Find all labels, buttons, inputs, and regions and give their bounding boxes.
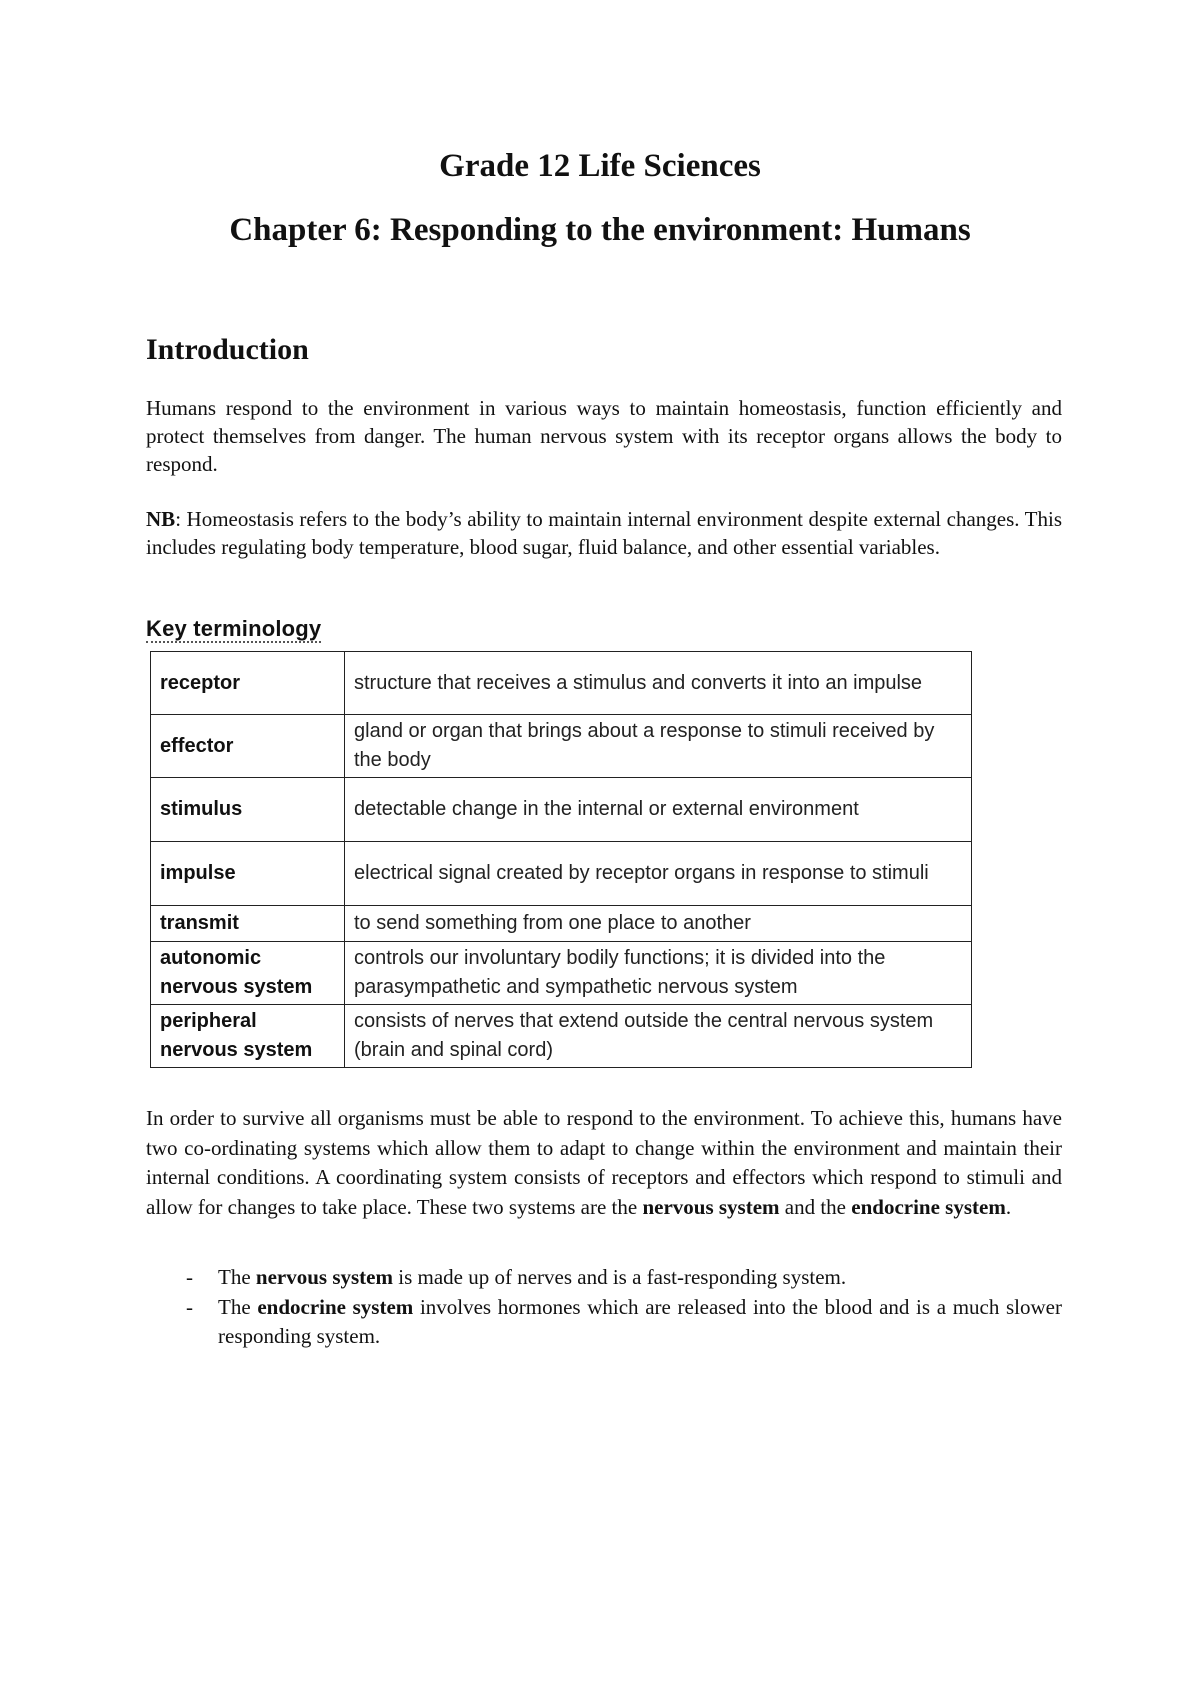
term-cell: effector [151,715,345,778]
table-row [151,652,972,715]
nb-note [146,505,1062,561]
key-terminology-table [150,651,972,1068]
term-cell: transmit [151,906,345,942]
term-cell: impulse [151,842,345,906]
introduction-heading: Introduction [146,333,309,366]
nb-label: NB [146,507,176,531]
endocrine-system-term: endocrine system [851,1194,1006,1219]
table-row [151,715,972,778]
key-terminology-heading [146,616,321,642]
definition-cell: electrical signal created by receptor organs in response to stimuli [345,842,972,906]
dash-bullet: - [186,1265,193,1289]
bullet-prefix: The [218,1294,258,1319]
coordination-paragraph [146,1104,1062,1222]
definition-cell: detectable change in the internal or external environment [345,778,972,842]
table-row [151,842,972,906]
definition-cell: gland or organ that brings about a response to stimuli received by the body [345,715,972,778]
introduction-paragraph: Humans respond to the environment in various ways to maintain homeostasis, function efficiently and protect themselves from danger. The human nervous system with its receptor organs allows the body to respond. [146,396,1062,476]
term-cell: receptor [151,652,345,715]
table-row [151,778,972,842]
definition-cell: to send something from one place to another [345,906,972,942]
dash-bullet: - [186,1294,193,1319]
document-title: Grade 12 Life Sciences [439,148,761,184]
table-row [151,1005,972,1068]
term-cell: autonomic nervous system [151,942,345,1005]
definition-cell: consists of nerves that extend outside the central nervous system (brain and spinal cord) [345,1005,972,1068]
coordination-text: In order to survive all organisms must be able to respond to the environment. To achieve this, humans have two co-ordinating systems which allow them to adapt to change within the environment and maintain their internal conditions. A coordinating system consists of receptors and effectors which respond to stimuli and allow for changes to take place. These two systems are the [146,1106,1062,1219]
and-the-text: and the [779,1194,852,1219]
bullet-prefix: The [218,1265,256,1289]
table-row [151,906,972,942]
definition-cell: structure that receives a stimulus and converts it into an impulse [345,652,972,715]
chapter-title: Chapter 6: Responding to the environment: Humans [229,212,971,248]
term-cell: stimulus [151,778,345,842]
nb-text: : Homeostasis refers to the body’s ability to maintain internal environment despite external changes. This includes regulating body temperature, blood sugar, fluid balance, and other essential variables. [146,507,1062,559]
bullet-rest: is made up of nerves and is a fast-responding system. [392,1265,847,1289]
bullet-rest: involves hormones which are released into the blood and is a much slower responding system. [218,1294,1062,1348]
list-item [146,1293,1062,1352]
systems-bullet-list [146,1263,1062,1352]
term-cell: peripheral nervous system [151,1005,345,1068]
bullet-bold-term: nervous system [255,1265,393,1289]
table-row [151,942,972,1005]
nervous-system-term: nervous system [642,1194,780,1219]
definition-cell: controls our involuntary bodily functions; it is divided into the parasympathetic and sympathetic nervous system [345,942,972,1005]
list-item [146,1263,1062,1293]
bullet-bold-term: endocrine system [257,1294,414,1319]
key-terminology-heading-text: Key terminology [146,616,322,641]
period-text: . [1005,1194,1012,1219]
